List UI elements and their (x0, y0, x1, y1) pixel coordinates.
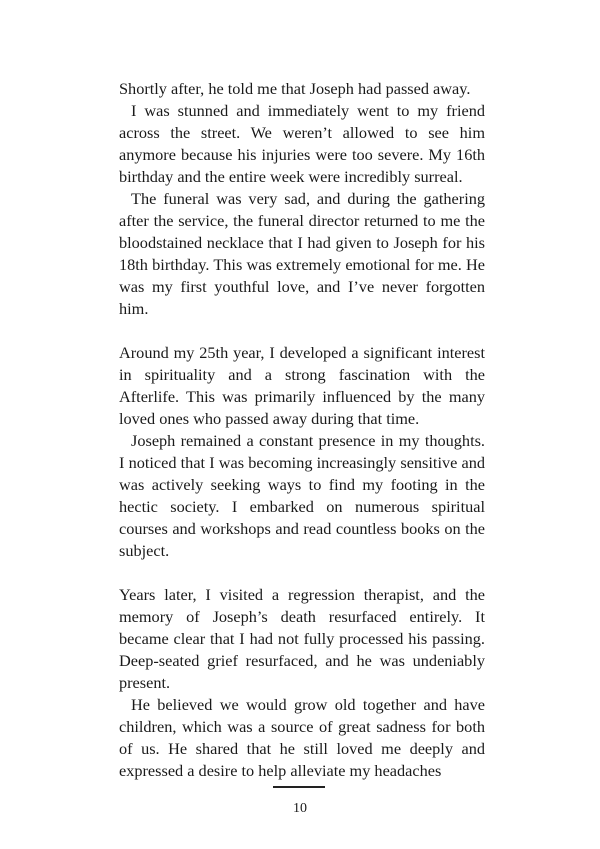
section-2 (119, 342, 485, 562)
page-number: 10 (293, 801, 307, 816)
section-1 (119, 78, 485, 320)
paragraph: He believed we would grow old together and have children, which was a source of great sadness for both of us. He shared that he still loved me deeply and expressed a desire to help alleviate my headaches (119, 695, 485, 780)
paragraph: Joseph remained a constant presence in my thoughts. I noticed that I was becoming increasingly sensitive and was actively seeking ways to find my footing in the hectic society. I embarked on numerous spiritual courses and workshops and read countless books on the subject. (119, 431, 485, 560)
paragraph: I was stunned and immediately went to my friend across the street. We weren’t allowed to see him anymore because his injuries were too severe. My 16th birthday and the entire week were incredibly surreal. (119, 101, 485, 186)
footer-divider (273, 786, 325, 788)
paragraph: The funeral was very sad, and during the gathering after the service, the funeral director returned to me the bloodstained necklace that I had given to Joseph for his 18th birthday. This was extremely emotional for me. He was my first youthful love, and I’ve never forgotten him. (119, 189, 485, 318)
section-3 (119, 584, 485, 782)
paragraph: Years later, I visited a regression therapist, and the memory of Joseph’s death resurfaced entirely. It became clear that I had not fully processed his passing. Deep-seated grief resurfaced, and he was undeniably present. (119, 585, 485, 692)
body-text (119, 78, 485, 782)
paragraph: Around my 25th year, I developed a significant interest in spirituality and a strong fascination with the Afterlife. This was primarily influenced by the many loved ones who passed away during that time. (119, 343, 485, 428)
paragraph: Shortly after, he told me that Joseph had passed away. (119, 79, 471, 98)
